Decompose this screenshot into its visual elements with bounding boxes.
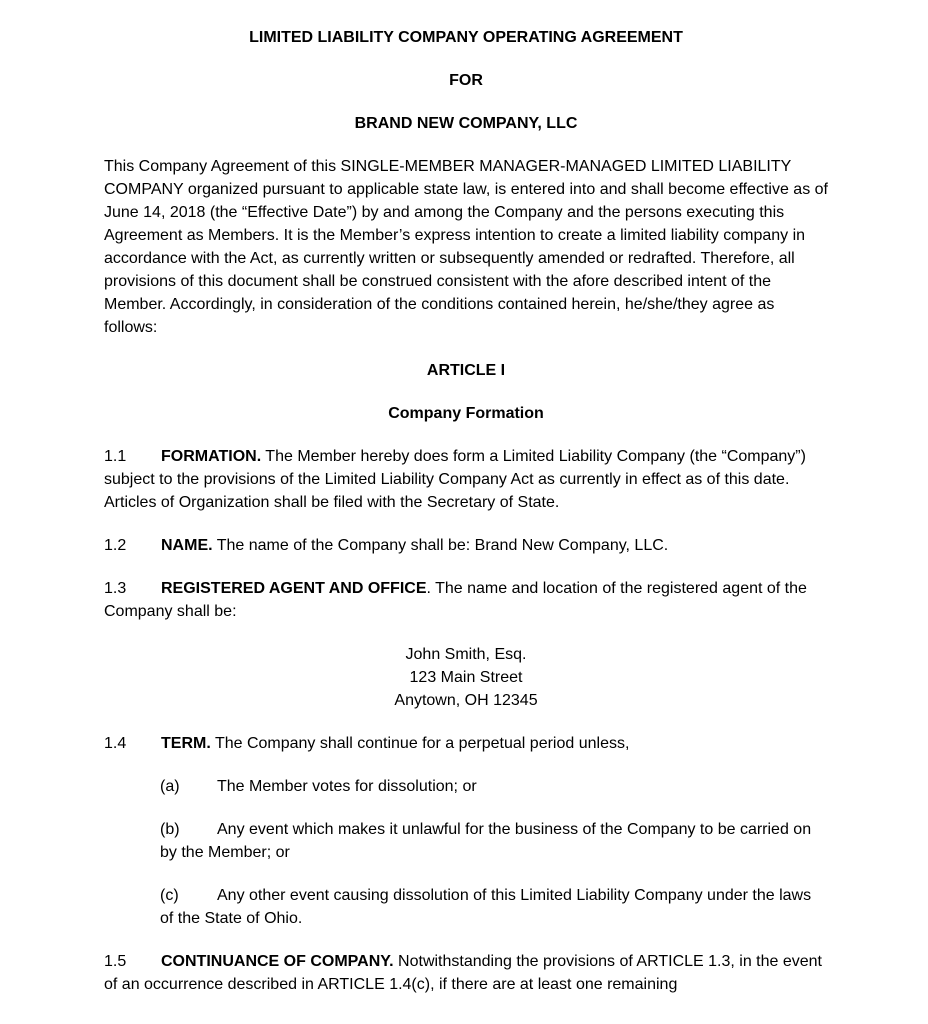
intro-paragraph: This Company Agreement of this SINGLE-MEMBER MANAGER-MANAGED LIMITED LIABILITY COMPANY organized pursuant to applicable state law, is entered into and shall become effective as of June 14, 2018 (the “Effective Date”) by and among the Company and the persons executing this Agreement as Members. It is the Member’s express intention to create a limited liability company in accordance with the Act, as currently written or subsequently amended or redrafted. Therefore, all provisions of this document shall be construed consistent with the afore described intent of the Member. Accordingly, in consideration of the conditions contained herein, he/she/they agree as follows: xyxy=(104,158,828,336)
section-body: The Company shall continue for a perpetual period unless, xyxy=(214,735,630,752)
section-heading: CONTINUANCE OF COMPANY. xyxy=(161,953,394,970)
document-title-for: FOR xyxy=(449,72,483,89)
document-title: LIMITED LIABILITY COMPANY OPERATING AGREEMENT xyxy=(249,29,683,46)
section-number: 1.5 xyxy=(104,953,127,970)
address-line-city: Anytown, OH 12345 xyxy=(394,692,538,709)
subsection-marker: (b) xyxy=(160,821,180,838)
section-body: The name and location of the registered agent of the Company shall be: xyxy=(104,580,807,620)
section-heading: NAME. xyxy=(161,537,213,554)
section-body: Notwithstanding the provisions of ARTICLE 1.3, in the event of an occurrence described in ARTICLE 1.4(c), if there are at least one remaining xyxy=(104,953,822,993)
subsection-marker: (c) xyxy=(160,887,179,904)
section-heading-suffix: . xyxy=(426,580,431,597)
section-heading: REGISTERED AGENT AND OFFICE xyxy=(161,580,427,597)
subsection-b xyxy=(160,818,828,864)
section-body: The name of the Company shall be: Brand New Company, LLC. xyxy=(216,537,669,554)
section-number: 1.1 xyxy=(104,448,127,465)
section-body: The Member hereby does form a Limited Liability Company (the “Company”) subject to the provisions of the Limited Liability Company Act as currently in effect as of this date. Articles of Organization shall be filed with the Secretary of State. xyxy=(104,448,806,511)
section-term xyxy=(104,732,828,755)
section-number: 1.2 xyxy=(104,537,127,554)
subsection-text: Any event which makes it unlawful for the business of the Company to be carried on by the Member; or xyxy=(160,821,812,861)
article-heading: ARTICLE I xyxy=(426,362,506,379)
registered-agent-address xyxy=(104,643,828,712)
section-heading: FORMATION. xyxy=(161,448,262,465)
subsection-a xyxy=(160,775,828,798)
section-number: 1.3 xyxy=(104,580,127,597)
section-name xyxy=(104,534,828,557)
section-registered-agent xyxy=(104,577,828,623)
subsection-text: Any other event causing dissolution of this Limited Liability Company under the laws of the State of Ohio. xyxy=(160,887,812,927)
subsection-c xyxy=(160,884,828,930)
article-subheading: Company Formation xyxy=(388,405,544,422)
address-line-name: John Smith, Esq. xyxy=(405,646,527,663)
subsection-text: The Member votes for dissolution; or xyxy=(217,778,477,795)
section-number: 1.4 xyxy=(104,735,127,752)
subsection-marker: (a) xyxy=(160,778,180,795)
document-company-name: BRAND NEW COMPANY, LLC xyxy=(354,115,578,132)
section-formation xyxy=(104,445,828,514)
section-continuance xyxy=(104,950,828,996)
address-line-street: 123 Main Street xyxy=(409,669,523,686)
section-heading: TERM. xyxy=(161,735,211,752)
